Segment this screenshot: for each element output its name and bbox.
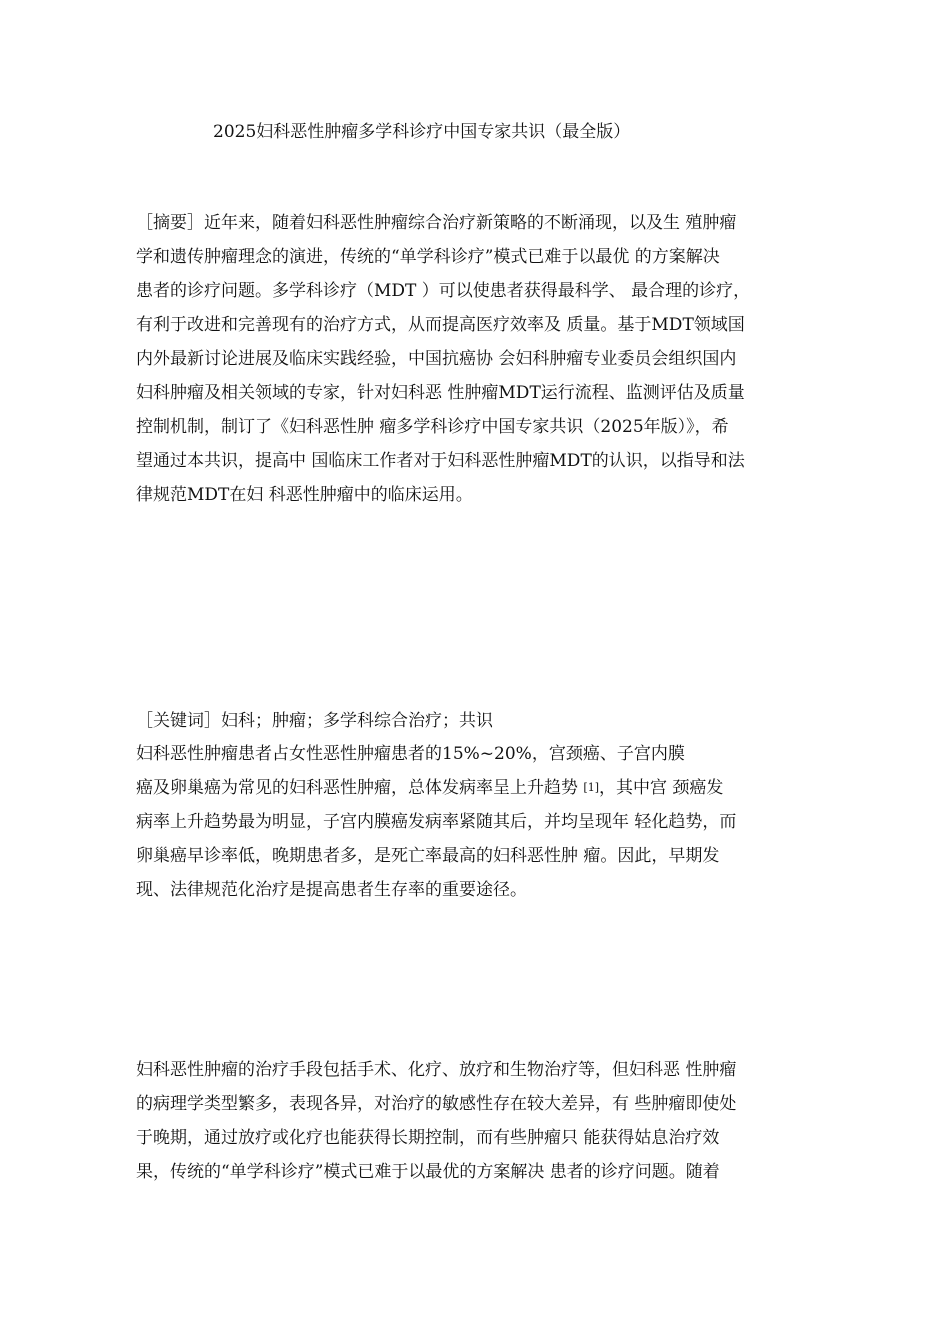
abstract-line: 控制机制，制订了《妇科恶性肿 瘤多学科诊疗中国专家共识（2025年版）》，希: [136, 417, 729, 437]
body-paragraph-1: [136, 737, 826, 907]
abstract-line: 患者的诊疗问题。多学科诊疗（MDT ）可以使患者获得最科学、 最合理的诊疗，: [136, 281, 751, 301]
citation-reference: [1]: [583, 781, 599, 794]
paragraph-line: 病率上升趋势最为明显，子宫内膜癌发病率紧随其后，并均呈现年 轻化趋势，而: [136, 812, 737, 832]
paragraph-line: 的病理学类型繁多，表现各异，对治疗的敏感性存在较大差异，有 些肿瘤即使处: [136, 1094, 737, 1114]
paragraph-text: 癌及卵巢癌为常见的妇科恶性肿瘤，总体发病率呈上升趋势: [136, 778, 578, 798]
abstract-line: 学和遗传肿瘤理念的演进，传统的“单学科诊疗”模式已难于以最优 的方案解决: [136, 247, 720, 267]
document-title: 2025妇科恶性肿瘤多学科诊疗中国专家共识（最全版）: [213, 122, 631, 142]
paragraph-line: 妇科恶性肿瘤患者占女性恶性肿瘤患者的15%~20%，宫颈癌、子宫内膜: [136, 744, 685, 764]
paragraph-line: 卵巢癌早诊率低，晚期患者多，是死亡率最高的妇科恶性肿 瘤。因此，早期发: [136, 846, 720, 866]
paragraph-line: [136, 771, 826, 805]
paragraph-line: 果，传统的“单学科诊疗”模式已难于以最优的方案解决 患者的诊疗问题。随着: [136, 1162, 720, 1182]
abstract-paragraph: [136, 206, 826, 512]
abstract-line: ［摘要］近年来，随着妇科恶性肿瘤综合治疗新策略的不断涌现，以及生 殖肿瘤: [136, 213, 737, 233]
keywords-line: [136, 704, 826, 738]
abstract-line: 内外最新讨论进展及临床实践经验，中国抗癌协 会妇科肿瘤专业委员会组织国内: [136, 349, 737, 369]
keywords-text: ［关键词］妇科；肿瘤；多学科综合治疗；共识: [136, 711, 493, 731]
paragraph-line: 于晚期，通过放疗或化疗也能获得长期控制，而有些肿瘤只 能获得姑息治疗效: [136, 1128, 720, 1148]
abstract-line: 有利于改进和完善现有的治疗方式，从而提高医疗效率及 质量。基于MDT领域国: [136, 315, 745, 335]
paragraph-text: ，其中宫 颈癌发: [599, 778, 724, 798]
abstract-line: 妇科肿瘤及相关领域的专家，针对妇科恶 性肿瘤MDT运行流程、监测评估及质量: [136, 383, 745, 403]
paragraph-line: 妇科恶性肿瘤的治疗手段包括手术、化疗、放疗和生物治疗等，但妇科恶 性肿瘤: [136, 1060, 737, 1080]
abstract-line: 望通过本共识，提高中 国临床工作者对于妇科恶性肿瘤MDT的认识，以指导和法: [136, 451, 745, 471]
paragraph-line: 现、法律规范化治疗是提高患者生存率的重要途径。: [136, 880, 527, 900]
body-paragraph-2: [136, 1053, 826, 1189]
abstract-line: 律规范MDT在妇 科恶性肿瘤中的临床运用。: [136, 485, 473, 505]
